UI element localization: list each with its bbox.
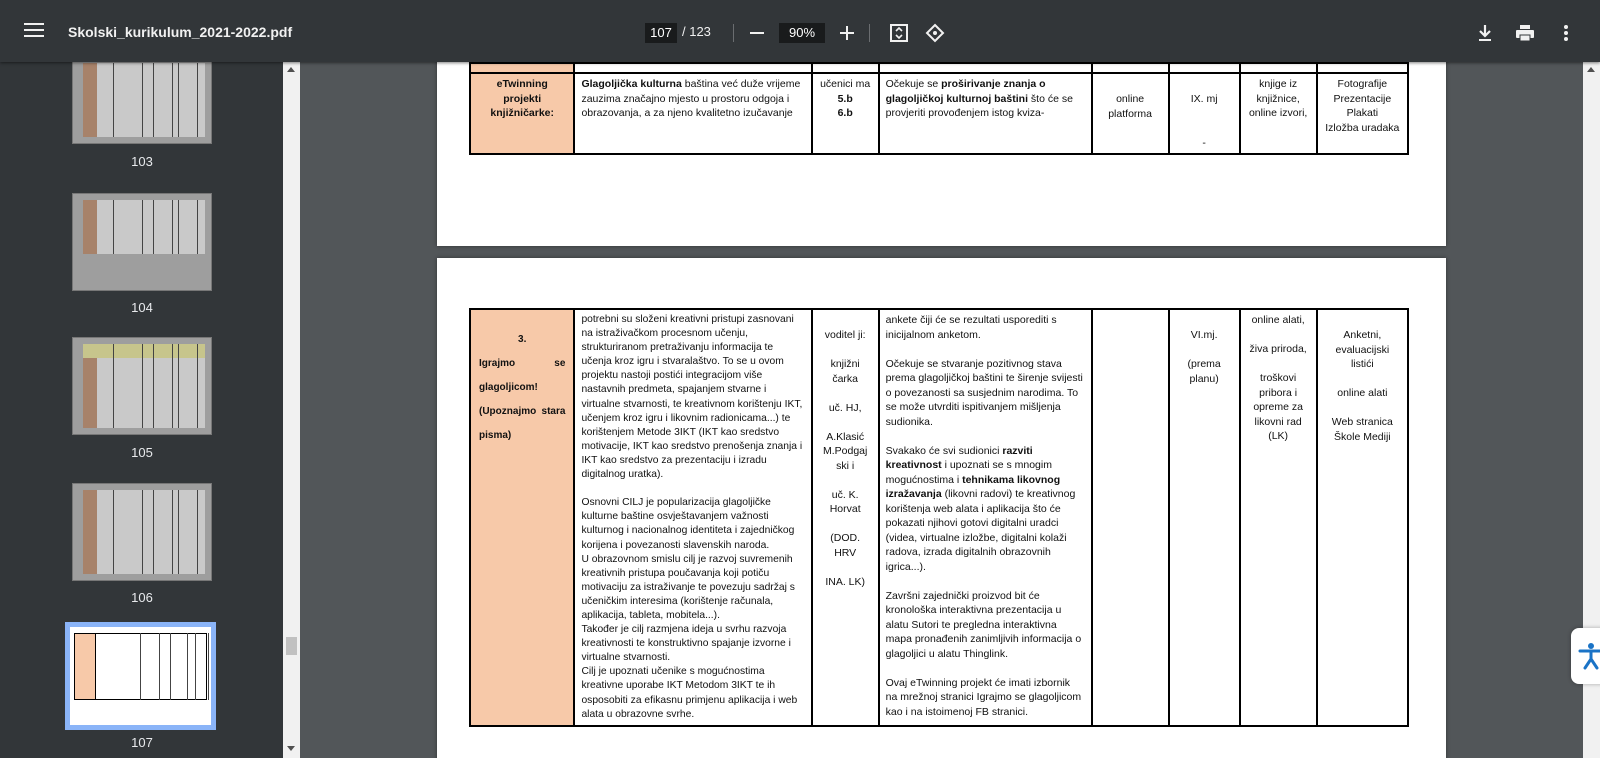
zoom-out-icon[interactable] <box>744 20 770 46</box>
scroll-down-icon[interactable] <box>287 746 295 751</box>
table-cell-resources: online alati, živa priroda, troškovi pribora i opreme za likovni rad (LK) <box>1240 309 1317 726</box>
thumbnail-page-107[interactable] <box>65 622 216 730</box>
table-cell-leaders: voditel ji: knjižni čarka uč. HJ, A.Klasić M.Podgaj ski i uč. K. Horvat (DOD. HRV INA. LK) <box>812 309 879 726</box>
curriculum-table <box>469 62 1409 155</box>
thumbnail-sidebar <box>0 62 283 758</box>
page-total: / 123 <box>682 24 711 39</box>
download-icon[interactable] <box>1472 20 1498 46</box>
thumbnail-page-104[interactable] <box>72 193 212 291</box>
document-title: Skolski_kurikulum_2021-2022.pdf <box>68 24 293 40</box>
thumbnail-page-106[interactable] <box>72 483 212 581</box>
table-cell-project-title <box>470 309 574 726</box>
table-cell-evaluation: Fotografije Prezentacije Plakati Izložba uradaka <box>1317 73 1408 154</box>
thumbnail-page-103[interactable] <box>72 62 212 144</box>
table-cell-method: online platforma <box>1092 73 1169 154</box>
sidebar-scrollbar[interactable] <box>283 62 300 758</box>
page-number-input[interactable]: 107 <box>645 23 677 43</box>
table-cell-activity: Glagoljička kulturna baština već duže vrijeme zauzima značajno mjesto u prostoru odgoja i obrazovanja, a za njeno kvalitetno izučavanje <box>574 73 811 154</box>
pdf-toolbar <box>0 0 1600 62</box>
menu-icon[interactable] <box>22 20 46 44</box>
rotate-icon[interactable] <box>922 20 948 46</box>
table-cell-participants: učenici ma 5.b 6.b <box>812 73 879 154</box>
project-number: 3. <box>518 334 527 345</box>
scroll-up-icon[interactable] <box>287 67 295 72</box>
table-cell-evaluation: Anketni, evaluacijski listići online alati Web stranica Škole Mediji <box>1317 309 1408 726</box>
more-vert-icon[interactable] <box>1553 20 1579 46</box>
zoom-in-icon[interactable] <box>834 20 860 46</box>
curriculum-table <box>469 308 1409 727</box>
table-cell-label: eTwinning projekti knjižničarke: <box>470 73 574 154</box>
thumbnail-page-105[interactable] <box>72 337 212 435</box>
fit-page-icon[interactable] <box>886 20 912 46</box>
zoom-level-input[interactable]: 90% <box>779 23 825 43</box>
table-cell-description: potrebni su složeni kreativni pristupi zasnovani na istraživačkom procesnom učenju, strukturiranom pretraživanju informacija te učenja kroz igru i stvaralaštvo. To se u ovom projektu nastoji postići integracijom više nastavnih predmeta, spajanjem stvarne i virtualne stvarnosti, te kreativnom korištenju IKT, učenjem kroz igru i likovnim radionicama...) te korištenjem Metode 3IKT (IKT kao sredstvo motivacije, IKT kao sredstvo prenošenja znanja i IKT kao sredstvo za prezentaciju i izradu digitalnog uratka). Osnovni CILJ je popularizacija glagoljičke kulturne baštine osvještavanjem važnosti kulturnog i nacionalnog identiteta i zajedničkog korijena i povezanosti slavenskih naroda. U obrazovnom smislu cilj je razvoj suvremenih kreativnih pristupa poučavanja koji potiču motivaciju za istraživanje te povezuju sadržaj s učeničkim interesima (korištenje računala, aplikacija, tableta, mobitela...). Također je cilj razmjena ideja u svrhu razvoja kreativnosti te konstruktivno spajanje izvorne i virtualne stvarnosti. Cilj je upoznati učenike s mogućnostima kreativne uporabe IKT Metodom 3IKT te ih osposobiti za efikasnu primjenu aplikacija i web alata u obrazovne svrhe. <box>574 309 811 726</box>
print-icon[interactable] <box>1512 20 1538 46</box>
thumbnail-label: 106 <box>131 590 153 605</box>
table-cell-outcome: ankete čiji će se rezultati usporediti s inicijalnom anketom. Očekuje se stvaranje pozitivnog stava prema glagoljičkoj baštini te širenje svijesti o povezanosti sa susjednim narodima. To se može utvrditi ispitivanjem mišljenja sudionika. Svakako će svi sudionici razviti kreativnost i upoznati se s mnogim mogućnostima i tehnikama likovnog izražavanja (likovni radovi) te kreativnog korištenja web alata i aplikacija što će pokazati njihovi gotovi digitalni uradci (videa, virtualne izložbe, digitalni kolaži radova, izrada digitalnih obrazovnih igrica...). Završni zajednički proizvod bit će kronološka interaktivna prezentacija u alatu Sutori te pregledna interaktivna mapa pronađenih zanimljivih informacija o glagoljici u alatu Thinglink. Ovaj eTwinning projekt će imati izbornik na mrežnoj stranici Igrajmo se glagoljicom kao i na istoimenoj FB stranici. <box>879 309 1092 726</box>
pdf-page-107 <box>437 258 1446 758</box>
accessibility-icon[interactable] <box>1571 628 1600 684</box>
thumbnail-label: 104 <box>131 300 153 315</box>
table-cell-time: VI.mj. (prema planu) <box>1169 309 1240 726</box>
toolbar-divider <box>733 24 734 42</box>
table-cell-method <box>1092 309 1169 726</box>
project-title: Igrajmo se glagoljicom!(Upoznajmo stara pisma) <box>479 358 566 441</box>
scroll-up-icon[interactable] <box>1587 67 1595 72</box>
document-viewer <box>300 62 1583 758</box>
thumbnail-label: 107 <box>131 735 153 750</box>
table-cell-time: IX. mj - <box>1169 73 1240 154</box>
table-cell-outcome: Očekuje se proširivanje znanja o glagoljičkoj kulturnoj baštini što će se provjeriti provođenjem istog kviza- <box>879 73 1092 154</box>
pdf-page-106 <box>437 62 1446 246</box>
thumbnail-label: 103 <box>131 154 153 169</box>
table-cell-resources: knjige iz knjižnice, online izvori, <box>1240 73 1317 154</box>
thumbnail-label: 105 <box>131 445 153 460</box>
sidebar-scroll-thumb[interactable] <box>286 637 297 655</box>
toolbar-divider <box>869 24 870 42</box>
